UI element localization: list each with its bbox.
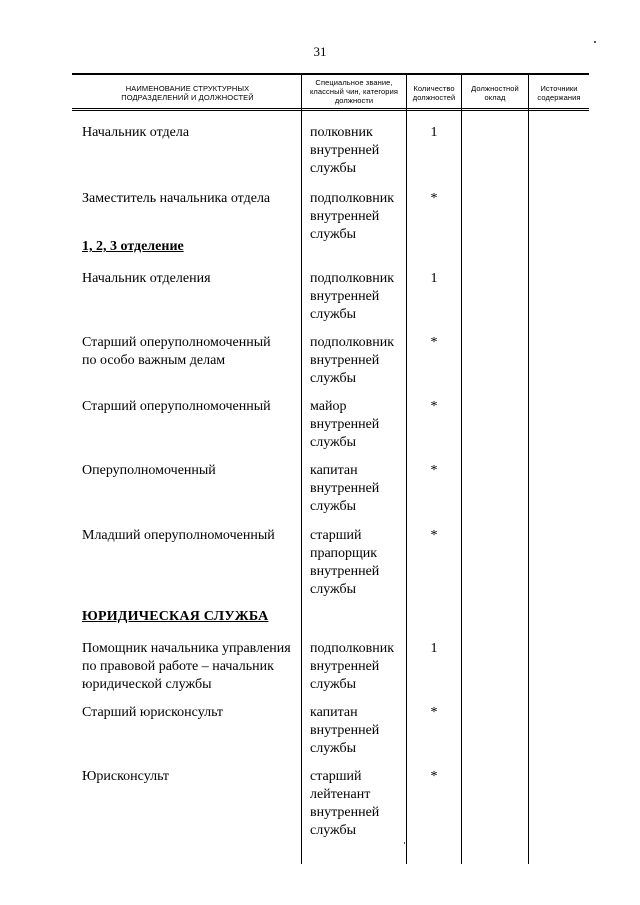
- table-top-rule: [72, 73, 589, 75]
- table-row-qty: *: [430, 528, 438, 543]
- table-row-name: Юрисконсульт: [82, 769, 170, 784]
- table-row-qty: *: [430, 191, 438, 206]
- table-row-name: Младший оперуполномоченный: [82, 528, 275, 543]
- table-row-qty: *: [430, 705, 438, 720]
- table-row-name: Начальник отделения: [82, 271, 211, 286]
- table-row-name: Оперуполномоченный: [82, 463, 216, 478]
- table-row-qty: 1: [430, 271, 438, 286]
- scan-speck: [594, 41, 596, 43]
- col-sep-4: [528, 74, 529, 864]
- table-row-rank: полковник внутренней службы: [310, 125, 380, 176]
- table-row-rank: старший прапорщик внутренней службы: [310, 528, 380, 597]
- table-row-name: Старший юрисконсульт: [82, 705, 224, 720]
- table-row-rank: подполковник внутренней службы: [310, 191, 394, 242]
- table-header-bottom-rule: [72, 108, 589, 109]
- header-col-qty: Количество должностей: [412, 84, 456, 102]
- col-sep-3: [461, 74, 462, 864]
- table-row-rank: старший лейтенант внутренней службы: [310, 769, 380, 838]
- table-row-rank: капитан внутренней службы: [310, 463, 380, 514]
- table-row-qty: 1: [430, 641, 438, 656]
- table-row-rank: подполковник внутренней службы: [310, 335, 394, 386]
- table-header-bottom-rule-2: [72, 110, 589, 111]
- header-col-name: НАИМЕНОВАНИЕ СТРУКТУРНЫХ ПОДРАЗДЕЛЕНИЙ И ДОЛЖНОСТЕЙ: [121, 84, 254, 102]
- table-row-name: Начальник отдела: [82, 125, 190, 140]
- table-row-qty: *: [430, 463, 438, 478]
- table-row-name: Заместитель начальника отдела: [82, 191, 271, 206]
- table-row-rank: подполковник внутренней службы: [310, 271, 394, 322]
- table-row-qty: *: [430, 399, 438, 414]
- section-heading: 1, 2, 3 отделение: [82, 239, 184, 254]
- scan-speck: [404, 842, 405, 844]
- table-row-qty: *: [430, 769, 438, 784]
- col-sep-2: [406, 74, 407, 864]
- header-col-source: Источники содержания: [537, 84, 581, 102]
- table-row-rank: капитан внутренней службы: [310, 705, 380, 756]
- header-col-salary: Должностной оклад: [471, 84, 519, 102]
- table-row-qty: 1: [430, 125, 438, 140]
- table-row-name: Помощник начальника управления по правовой работе – начальник юридической службы: [82, 641, 291, 692]
- table-row-rank: майор внутренней службы: [310, 399, 380, 450]
- table-row-name: Старший оперуполномоченный по особо важным делам: [82, 335, 271, 368]
- header-col-rank: Специальное звание, классный чин, категория должности: [309, 78, 399, 105]
- table-row-name: Старший оперуполномоченный: [82, 399, 271, 414]
- section-heading: ЮРИДИЧЕСКАЯ СЛУЖБА: [82, 609, 269, 624]
- table-row-rank: подполковник внутренней службы: [310, 641, 394, 692]
- page-number: 31: [313, 44, 327, 59]
- table-row-qty: *: [430, 335, 438, 350]
